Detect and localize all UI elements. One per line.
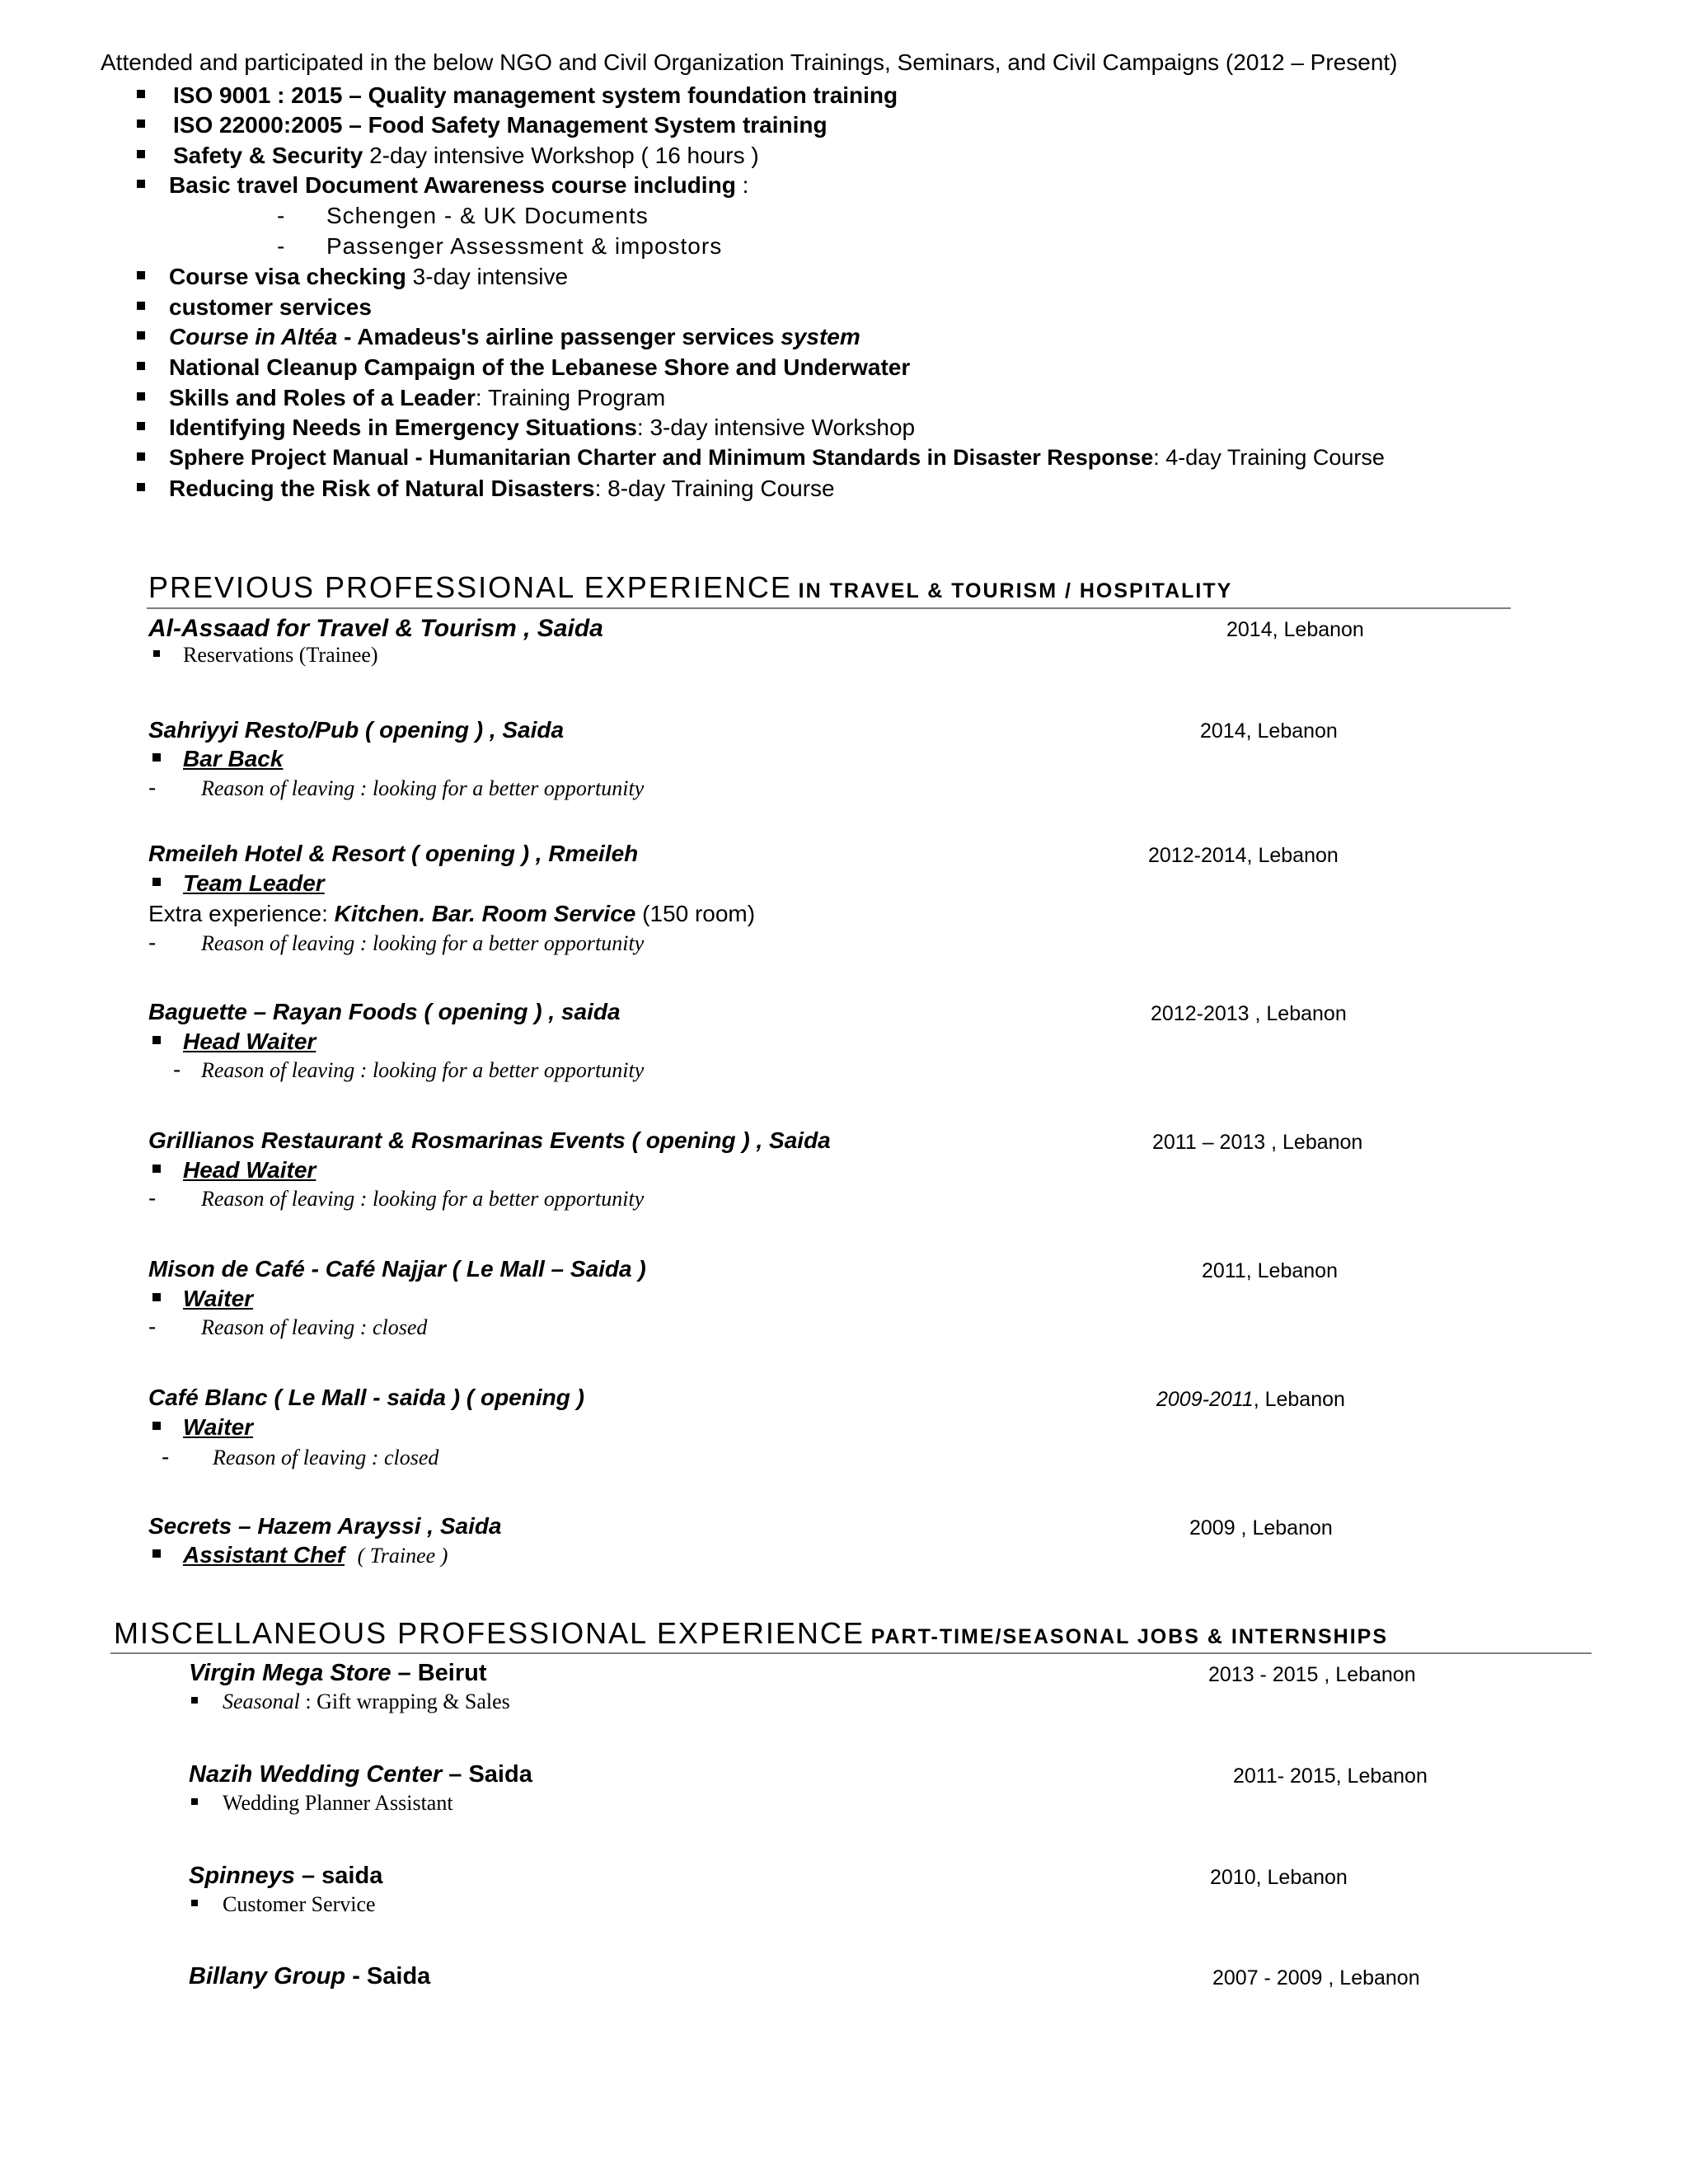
- bullet-icon: [137, 180, 145, 188]
- job-date: 2012-2014, Lebanon: [1148, 844, 1339, 867]
- bullet-icon: [137, 452, 145, 461]
- job-reason: Reason of leaving : looking for a better opportunity: [201, 776, 645, 800]
- training-item-title: Basic travel Document Awareness course including: [169, 172, 736, 198]
- dash-icon: -: [162, 1444, 170, 1469]
- job-role: [223, 1690, 510, 1714]
- job-extra-rest: (150 room): [635, 901, 756, 926]
- job-role: Wedding Planner Assistant: [223, 1791, 453, 1815]
- section-heading-subtitle: IN TRAVEL & TOURISM / HOSPITALITY: [798, 579, 1233, 602]
- training-item-title: Identifying Needs in Emergency Situations: [169, 415, 637, 440]
- job-date: 2014, Lebanon: [1200, 719, 1338, 743]
- training-item-detail: : 8-day Training Course: [594, 476, 835, 501]
- job-role: Waiter: [183, 1286, 254, 1311]
- dash-icon: -: [148, 775, 157, 800]
- training-item: [173, 143, 759, 169]
- job-role: Team Leader: [183, 870, 325, 896]
- dash-icon: -: [148, 930, 157, 955]
- training-item-detail: : 3-day intensive Workshop: [636, 415, 916, 440]
- training-item-detail: : Training Program: [475, 385, 666, 410]
- bullet-icon: [152, 753, 161, 762]
- job-role-note: ( Trainee ): [357, 1544, 448, 1568]
- dash-icon: -: [277, 233, 285, 259]
- training-item-italic: Course in Altéa: [169, 324, 338, 349]
- bullet-icon: [152, 1293, 161, 1301]
- job-date: 2007 - 2009 , Lebanon: [1212, 1966, 1420, 1990]
- bullet-icon: [137, 271, 145, 279]
- dash-icon: -: [277, 203, 285, 228]
- training-item: ISO 22000:2005 – Food Safety Management System training: [173, 112, 828, 138]
- training-item: [169, 476, 835, 502]
- training-item: [169, 385, 665, 411]
- training-item-title: Skills and Roles of a Leader: [169, 385, 476, 410]
- bullet-icon: [191, 1798, 198, 1805]
- training-item-title: Reducing the Risk of Natural Disasters: [169, 476, 595, 501]
- job-role-type: Seasonal: [223, 1690, 300, 1713]
- bullet-icon: [152, 1422, 161, 1430]
- job-employer: Secrets – Hazem Arayssi , Saida: [148, 1513, 502, 1539]
- section-divider: [147, 607, 1511, 609]
- job-date: 2010, Lebanon: [1210, 1866, 1348, 1889]
- training-item: [169, 264, 568, 290]
- bullet-icon: [191, 1900, 198, 1906]
- bullet-icon: [191, 1697, 198, 1704]
- job-employer: [189, 1963, 430, 1990]
- job-employer: Sahriyyi Resto/Pub ( opening ) , Saida: [148, 717, 565, 743]
- dash-icon: -: [148, 1185, 157, 1211]
- bullet-icon: [152, 1549, 161, 1558]
- job-role: Head Waiter: [183, 1157, 316, 1183]
- section-heading-misc: [114, 1616, 1388, 1650]
- job-employer: Rmeileh Hotel & Resort ( opening ) , Rmeileh: [148, 841, 639, 866]
- bullet-icon: [137, 150, 145, 158]
- job-role: Reservations (Trainee): [183, 643, 378, 667]
- job-employer-name: Nazih Wedding Center: [189, 1761, 443, 1788]
- bullet-icon: [137, 302, 145, 310]
- job-employer-location: – Beirut: [391, 1660, 487, 1686]
- job-employer: [189, 1660, 487, 1687]
- job-date-range: 2009-2011: [1156, 1388, 1254, 1411]
- training-subitem: Schengen - & UK Documents: [326, 203, 649, 228]
- section-heading-title: MISCELLANEOUS PROFESSIONAL EXPERIENCE: [114, 1616, 865, 1650]
- trainings-intro: Attended and participated in the below NGO and Civil Organization Trainings, Seminars, and Civil Campaigns (2012 – Present): [101, 49, 1398, 75]
- training-item-title: Safety & Security: [173, 143, 363, 168]
- job-employer-location: – Saida: [442, 1761, 532, 1788]
- job-employer-location: – saida: [294, 1863, 383, 1889]
- job-reason: Reason of leaving : looking for a better opportunity: [201, 1187, 645, 1211]
- section-heading-previous: [148, 570, 1232, 604]
- training-item: ISO 9001 : 2015 – Quality management system foundation training: [173, 82, 898, 108]
- section-divider: [110, 1652, 1592, 1654]
- job-date: [1156, 1388, 1345, 1412]
- job-employer-name: Billany Group: [189, 1963, 346, 1990]
- job-date: 2012-2013 , Lebanon: [1151, 1002, 1347, 1025]
- job-date: 2014, Lebanon: [1226, 618, 1364, 641]
- job-role: Customer Service: [223, 1892, 376, 1916]
- job-extra-label: Extra experience:: [148, 901, 335, 926]
- job-employer-name: Virgin Mega Store: [189, 1660, 392, 1686]
- training-item: [169, 324, 860, 350]
- training-item: [169, 445, 1385, 471]
- training-item: [169, 172, 748, 199]
- job-reason: Reason of leaving : looking for a better opportunity: [201, 1058, 645, 1082]
- bullet-icon: [152, 1165, 161, 1173]
- training-subitem: Passenger Assessment & impostors: [326, 233, 723, 259]
- job-reason: Reason of leaving : closed: [201, 1315, 428, 1339]
- job-date: 2013 - 2015 , Lebanon: [1208, 1663, 1416, 1686]
- job-extra-bold: Kitchen. Bar. Room Service: [334, 901, 636, 926]
- bullet-icon: [137, 422, 145, 430]
- job-date: 2011 – 2013 , Lebanon: [1152, 1131, 1363, 1154]
- job-role: Bar Back: [183, 746, 284, 771]
- training-item: [169, 415, 915, 441]
- dash-icon: -: [148, 1314, 157, 1339]
- job-role-detail: : Gift wrapping & Sales: [299, 1690, 510, 1713]
- job-employer: Baguette – Rayan Foods ( opening ) , saida: [148, 999, 621, 1024]
- training-item: National Cleanup Campaign of the Lebanese Shore and Underwater: [169, 354, 911, 380]
- dash-icon: -: [173, 1057, 181, 1082]
- training-item-italic: system: [781, 324, 860, 349]
- job-employer: [189, 1863, 382, 1890]
- section-heading-subtitle: PART-TIME/SEASONAL JOBS & INTERNSHIPS: [870, 1625, 1388, 1648]
- bullet-icon: [152, 1036, 161, 1044]
- bullet-icon: [137, 90, 145, 98]
- job-employer: Al-Assaad for Travel & Tourism , Saida: [148, 615, 603, 642]
- bullet-icon: [153, 650, 160, 657]
- training-item-title: Course visa checking: [169, 264, 406, 289]
- training-item-detail: 2-day intensive Workshop ( 16 hours ): [363, 143, 759, 168]
- job-extra: [148, 901, 755, 927]
- job-date: 2009 , Lebanon: [1189, 1516, 1333, 1540]
- training-item-title: Sphere Project Manual - Humanitarian Charter and Minimum Standards in Disaster Response: [169, 445, 1154, 470]
- section-heading-title: PREVIOUS PROFESSIONAL EXPERIENCE: [148, 570, 792, 604]
- job-employer: Café Blanc ( Le Mall - saida ) ( opening ): [148, 1385, 584, 1410]
- job-employer: [189, 1761, 532, 1788]
- job-date-location: , Lebanon: [1253, 1388, 1345, 1411]
- job-date: 2011- 2015, Lebanon: [1233, 1765, 1428, 1788]
- training-item-detail: :: [735, 172, 749, 198]
- job-employer: Mison de Café - Café Najjar ( Le Mall – Saida ): [148, 1256, 646, 1282]
- job-employer-name: Spinneys: [189, 1863, 295, 1889]
- bullet-icon: [137, 483, 145, 491]
- training-item: customer services: [169, 294, 372, 320]
- bullet-icon: [152, 878, 161, 886]
- bullet-icon: [137, 362, 145, 370]
- training-item-detail: 3-day intensive: [406, 264, 569, 289]
- training-item-title: - Amadeus's airline passenger services: [337, 324, 781, 349]
- job-reason: Reason of leaving : looking for a better opportunity: [201, 931, 645, 955]
- bullet-icon: [137, 331, 145, 340]
- job-role: Waiter: [183, 1414, 254, 1440]
- job-role: [183, 1542, 448, 1568]
- job-role: Head Waiter: [183, 1029, 316, 1054]
- job-date: 2011, Lebanon: [1202, 1259, 1338, 1282]
- training-item-detail: : 4-day Training Course: [1153, 445, 1385, 470]
- job-employer: Grillianos Restaurant & Rosmarinas Events ( opening ) , Saida: [148, 1127, 831, 1153]
- bullet-icon: [137, 120, 145, 128]
- bullet-icon: [137, 392, 145, 401]
- job-reason: Reason of leaving : closed: [213, 1446, 439, 1469]
- job-role-title: Assistant Chef: [183, 1542, 345, 1568]
- job-employer-location: - Saida: [345, 1963, 431, 1990]
